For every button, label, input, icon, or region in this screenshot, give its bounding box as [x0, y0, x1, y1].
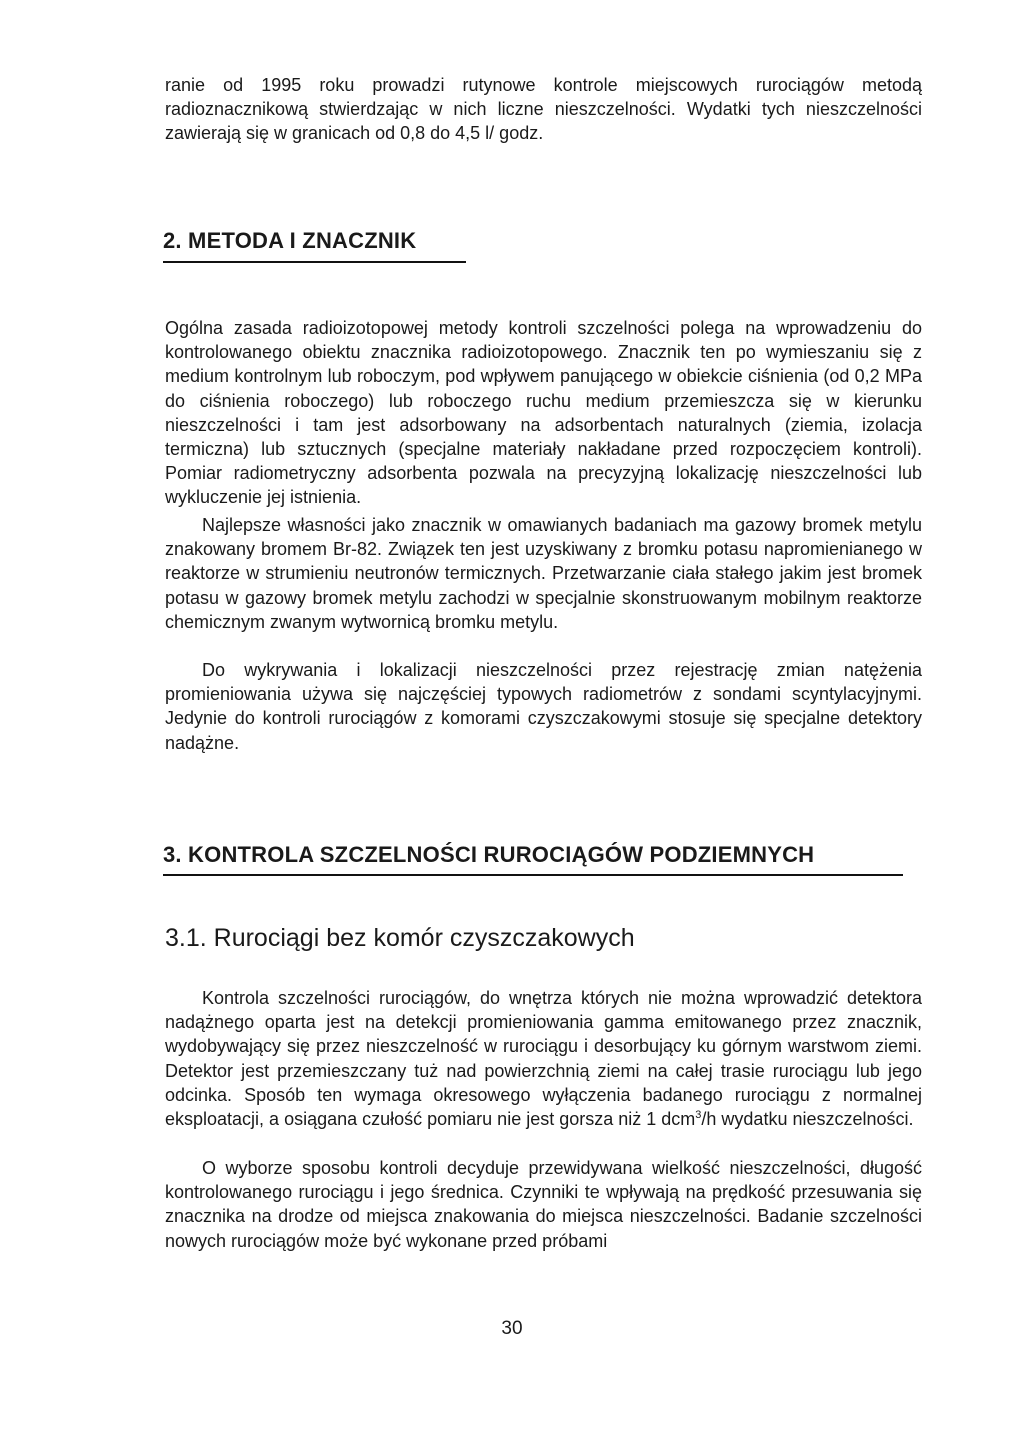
subsection-3-1-paragraph-1	[165, 986, 922, 1131]
subsection-3-1-paragraph-2: O wyborze sposobu kontroli decyduje przewidywana wielkość nieszczelności, długość kontrolowanego rurociągu i jego średnica. Czynniki te wpływają na prędkość przesuwania się znacznika na drodze od miejsca znakowania do miejsca nieszczelności. Badanie szczelności nowych rurociągów może być wykonane przed próbami	[165, 1158, 922, 1251]
section-2-paragraph-3: Do wykrywania i lokalizacji nieszczelności przez rejestrację zmian natężenia promieniowania używa się najczęściej typowych radiometrów z sondami scyntylacyjnymi. Jedynie do kontroli rurociągów z komorami czyszczakowymi stosuje się specjalne detektory nadążne.	[165, 660, 922, 753]
section-2-underline	[163, 261, 466, 263]
subsection-3-1-heading: 3.1. Rurociągi bez komór czyszczakowych	[165, 924, 635, 952]
intro-paragraph: ranie od 1995 roku prowadzi rutynowe kontrole miejscowych rurociągów metodą radioznacznikową stwierdzając w nich liczne nieszczelności. Wydatki tych nieszczelności zawierają się w granicach od 0,8 do 4,5 l/ godz.	[165, 75, 922, 144]
section-2-paragraph-1: Ogólna zasada radioizotopowej metody kontroli szczelności polega na wprowadzeniu do kontrolowanego obiektu znacznika radioizotopowego. Znacznik ten po wymieszaniu się z medium kontrolnym lub roboczym, pod wpływem panującego w obiekcie ciśnienia (od 0,2 MPa do ciśnienia roboczego) lub roboczego ruchu medium przemieszcza się w kierunku nieszczelności i tam jest adsorbowany na adsorbentach naturalnych (ziemia, izolacja termiczna) lub sztucznych (specjalne materiały nakładane przed rozpoczęciem kontroli). Pomiar radiometryczny adsorbenta pozwala na precyzyjną lokalizację nieszczelności lub wykluczenie jej istnienia.	[165, 318, 922, 508]
section-3-underline	[163, 874, 903, 876]
section-2-heading: 2. METODA I ZNACZNIK	[163, 228, 417, 253]
section-2-paragraph-2: Najlepsze własności jako znacznik w omawianych badaniach ma gazowy bromek metylu znakowany bromem Br-82. Związek ten jest uzyskiwany z bromku potasu napromienianego w reaktorze w strumieniu neutronów termicznych. Przetwarzanie ciała stałego jakim jest bromek potasu w gazowy bromek metylu zachodzi w specjalnie skonstruowanym mobilnym reaktorze chemicznym zwanym wytwornicą bromku metylu.	[165, 515, 922, 632]
subsection-3-1-paragraph-1-text: Kontrola szczelności rurociągów, do wnętrza których nie można wprowadzić detektora nadążnego oparta jest na detekcji promieniowania gamma emitowanego przez znacznik, wydobywający się przez nieszczelność w rurociągu i desorbujący ku górnym warstwom ziemi. Detektor jest przemieszczany tuż nad powierzchnią ziemi na całej trasie rurociągu lub jego odcinka. Sposób ten wymaga okresowego wyłączenia badanego rurociągu z normalnej eksploatacji, a osiągana czułość pomiaru nie jest gorsza niż 1 dcm	[165, 988, 922, 1130]
page-number: 30	[501, 1318, 523, 1339]
cubic-superscript: 3	[695, 1109, 702, 1122]
subsection-3-1-paragraph-1-end: /h wydatku nieszczelności.	[701, 1109, 914, 1130]
section-3-heading: 3. KONTROLA SZCZELNOŚCI RUROCIĄGÓW PODZIEMNYCH	[163, 842, 815, 867]
